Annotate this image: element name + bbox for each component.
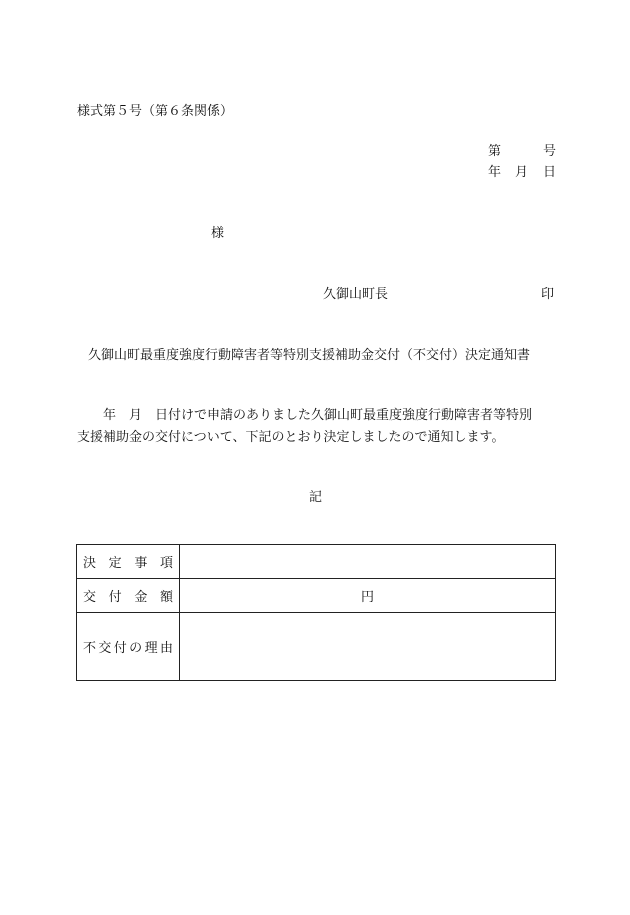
label-char: 理: [144, 641, 158, 656]
ki-heading: 記: [309, 490, 323, 505]
detail-table: [76, 544, 556, 681]
label-char: 金: [134, 590, 148, 605]
body-line-2: 支援補助金の交付について、下記のとおり決定しましたので通知します。: [77, 430, 505, 445]
label-char: 付: [108, 590, 122, 605]
table-row: [77, 545, 556, 579]
row-label-amount: [77, 579, 180, 613]
body-line-1: 年 月 日付けで申請のありました久御山町最重度強度行動障害者等特別: [103, 408, 533, 423]
table-row: [77, 579, 556, 613]
doc-number-suffix: 号: [543, 144, 557, 159]
row-value-decision[interactable]: [180, 545, 556, 579]
row-label-decision: [77, 545, 180, 579]
label-char: 項: [159, 556, 173, 571]
label-char: 交: [98, 641, 112, 656]
form-number: 様式第５号（第６条関係）: [77, 104, 234, 119]
row-label-reason: [77, 613, 180, 681]
label-char: 事: [134, 556, 148, 571]
date-month: 月: [515, 165, 529, 180]
doc-number-label: 第: [488, 144, 502, 159]
label-char: 定: [108, 556, 122, 571]
date-day: 日: [543, 165, 557, 180]
label-char: 付: [113, 641, 127, 656]
label-char: 交: [83, 590, 97, 605]
table-row: [77, 613, 556, 681]
row-value-reason[interactable]: [180, 613, 556, 681]
label-char: 額: [159, 590, 173, 605]
label-char: 不: [83, 641, 97, 656]
label-char: 決: [83, 556, 97, 571]
seal-mark: 印: [541, 287, 555, 302]
row-value-amount[interactable]: 円: [180, 579, 556, 613]
issuer-name: 久御山町長: [323, 287, 389, 302]
label-char: の: [129, 641, 143, 656]
label-char: 由: [159, 641, 173, 656]
document-title: 久御山町最重度強度行動障害者等特別支援補助金交付（不交付）決定通知書: [88, 348, 531, 363]
date-year: 年: [488, 165, 502, 180]
body-text: [77, 405, 557, 449]
addressee-honorific: 様: [211, 226, 225, 241]
